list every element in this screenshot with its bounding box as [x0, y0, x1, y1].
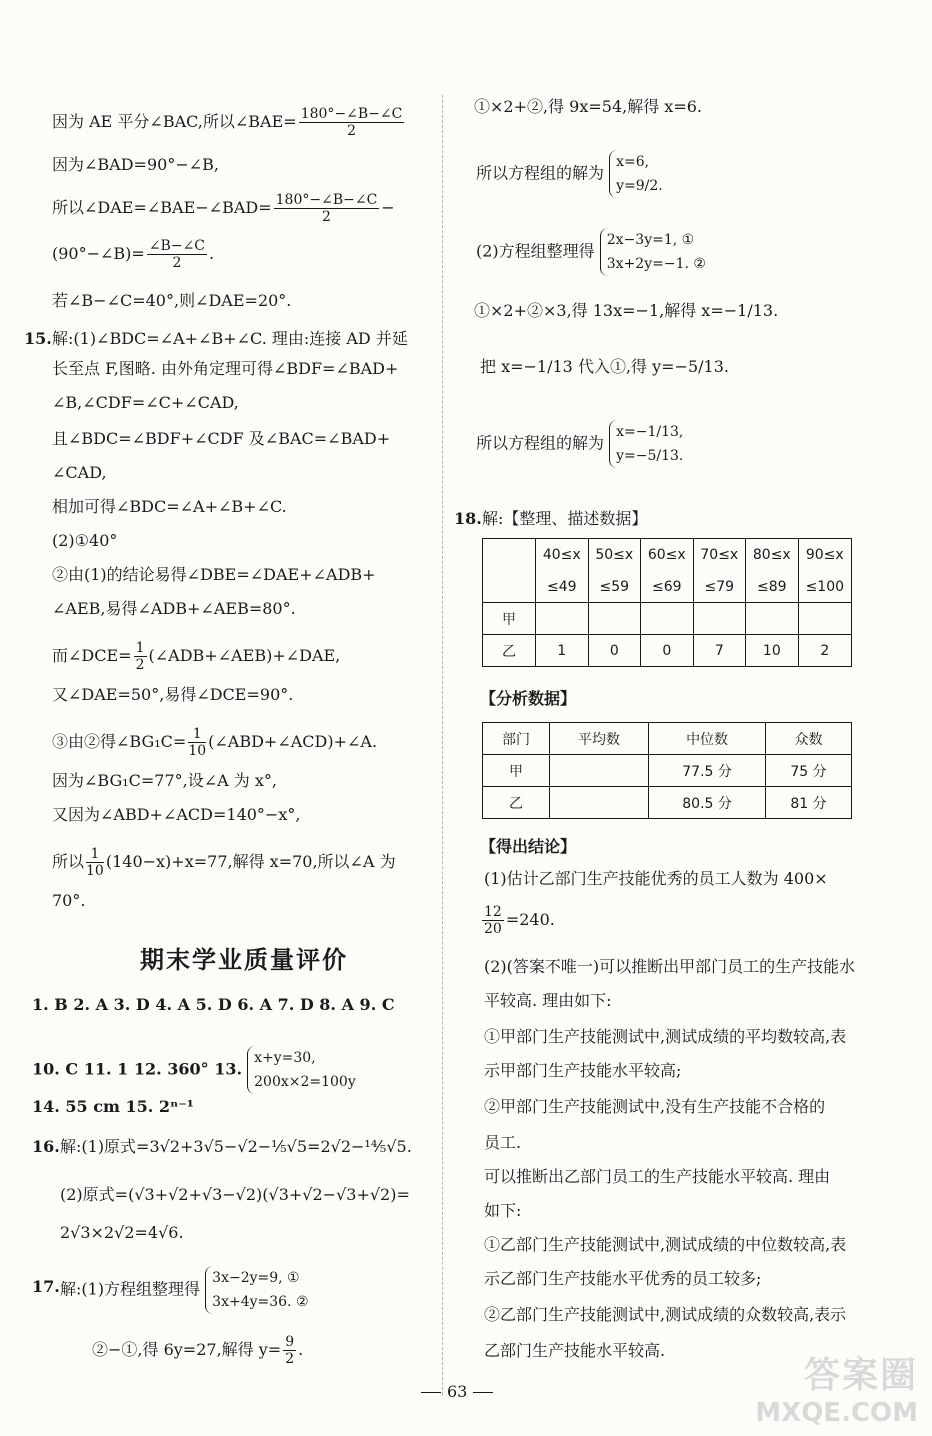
answers-10-13: 10. C 11. 1 12. 360° 13. x+y=30, 200x×2=100y [32, 1046, 356, 1094]
q15-line-14: 又因为∠ABD+∠ACD=140°−x°, [52, 805, 301, 824]
c-line-1: (1)估计乙部门生产技能优秀的员工人数为 400× [484, 869, 828, 888]
table-cell: 甲 [483, 755, 550, 787]
equation-system: x=−1/13, y=−5/13. [609, 420, 683, 468]
table-cell [693, 603, 746, 635]
row-label: 甲 [483, 603, 536, 635]
equation-system: x+y=30, 200x×2=100y [247, 1046, 356, 1094]
equation-system: 3x−2y=9, ① 3x+4y=36. ② [205, 1266, 308, 1314]
c-line-4: 平较高. 理由如下: [484, 991, 612, 1010]
page-number: 63 [415, 1382, 499, 1401]
q15-line-6: 相加可得∠BDC=∠A+∠B+∠C. [52, 497, 287, 516]
q15-line-16: 70°. [52, 891, 86, 910]
question-number-15: 15. [24, 329, 52, 348]
q15-line-4: 且∠BDC=∠BDF+∠CDF 及∠BAC=∠BAD+ [52, 429, 391, 448]
header-cell: 平均数 [549, 723, 648, 755]
equation-system: 2x−3y=1, ① 3x+2y=−1. ② [600, 228, 706, 276]
table-cell [536, 603, 589, 635]
table-cell: 77.5 分 [649, 755, 766, 787]
q18-line-1: 解:【整理、描述数据】 [482, 509, 648, 528]
line-l2: 因为∠BAD=90°−∠B, [52, 155, 219, 174]
q15-line-5: ∠CAD, [52, 463, 107, 482]
c-line-11: ①乙部门生产技能测试中,测试成绩的中位数较高,表 [484, 1235, 847, 1254]
fraction: $\frac{1}{10}$ [86, 846, 104, 879]
r-line-6: 所以方程组的解为 x=−1/13, y=−5/13. [476, 420, 683, 468]
watermark-logo [755, 1347, 918, 1428]
q16-line-3: 2√3×2√2=4√6. [60, 1223, 184, 1242]
c-line-14: 乙部门生产技能水平较高. [484, 1341, 666, 1360]
q15-line-7: (2)①40° [52, 531, 118, 550]
fraction: $\frac{180^\circ-\angle B-\angle C}{2}$ [275, 192, 378, 225]
line-l3: 所以∠DAE=∠BAE−∠BAD= $\frac{180^\circ-\angle B-\angle C}{2}$ − [52, 192, 395, 225]
dash-right [473, 1392, 493, 1393]
table-row [483, 635, 852, 667]
header-corner-cell [483, 539, 536, 603]
table-cell: 乙 [483, 787, 550, 819]
table-cell: 1 [536, 635, 589, 667]
c-line-9: 可以推断出乙部门员工的生产技能水平较高. 理由 [484, 1167, 831, 1186]
table-header-row [483, 539, 852, 603]
c-line-8: 员工. [484, 1133, 522, 1152]
table-cell [641, 603, 694, 635]
table-cell: 0 [588, 635, 641, 667]
line-l1 [52, 106, 406, 139]
r-line-3: (2)方程组整理得 2x−3y=1, ① 3x+2y=−1. ② [476, 228, 706, 276]
analysis-title: 【分析数据】 [480, 689, 577, 708]
fraction: $\frac{1}{2}$ [135, 640, 145, 673]
r-line-1: ①×2+②,得 9x=54,解得 x=6. [474, 97, 703, 116]
fraction: $\frac{9}{2}$ [285, 1334, 295, 1367]
equation-system: x=6, y=9/2. [609, 150, 663, 198]
dash-left [421, 1392, 441, 1393]
r-line-4: ①×2+②×3,得 13x=−1,解得 x=−1/13. [474, 301, 779, 320]
table-cell [588, 603, 641, 635]
q15-line-3: ∠B,∠CDF=∠C+∠CAD, [52, 393, 239, 412]
q15-line-15: 所以 $\frac{1}{10}$ (140−x)+x=77,解得 x=70,所以∠A 为 [52, 846, 396, 879]
table-row [483, 755, 852, 787]
q15-line-2: 长至点 F,图略. 由外角定理可得∠BDF=∠BAD+ [52, 359, 399, 378]
r-line-2: 所以方程组的解为 x=6, y=9/2. [476, 150, 663, 198]
c-line-12: 示乙部门生产技能水平优秀的员工较多; [484, 1269, 762, 1288]
c-line-6: 示甲部门生产技能水平较高; [484, 1061, 682, 1080]
data-table [482, 538, 852, 667]
header-cell: 90≤x ≤100 [798, 539, 851, 603]
c-line-7: ②甲部门生产技能测试中,没有生产技能不合格的 [484, 1097, 826, 1116]
q16-line-1: 解:(1)原式=3√2+3√5−√2−¹⁄₅√5=2√2−¹⁴⁄₅√5. [60, 1137, 412, 1156]
header-cell: 50≤x ≤59 [588, 539, 641, 603]
header-cell: 40≤x ≤49 [536, 539, 589, 603]
q15-line-13: 因为∠BG₁C=77°,设∠A 为 x°, [52, 771, 277, 790]
line-l4: (90°−∠B)= $\frac{\angle B-\angle C}{2}$ . [52, 238, 215, 271]
header-cell: 60≤x ≤69 [641, 539, 694, 603]
q17-line-1: 解:(1)方程组整理得 3x−2y=9, ① 3x+4y=36. ② [60, 1266, 309, 1314]
table-cell: 10 [746, 635, 799, 667]
section-title: 期末学业质量评价 [140, 946, 348, 974]
conclusion-title: 【得出结论】 [480, 837, 577, 856]
q17-line-2: ②−①,得 6y=27,解得 y= $\frac{9}{2}$ . [92, 1334, 304, 1367]
fraction: $\frac{180^\circ-\angle B-\angle C}{2}$ [300, 106, 403, 139]
table-cell [798, 603, 851, 635]
fraction: $\frac{\angle B-\angle C}{2}$ [148, 238, 206, 271]
table-row [483, 603, 852, 635]
table-cell [549, 787, 648, 819]
c-line-3: (2)(答案不唯一)可以推断出甲部门员工的生产技能水 [484, 957, 856, 976]
table-cell: 81 分 [765, 787, 851, 819]
table-row [483, 787, 852, 819]
question-number-16: 16. [32, 1137, 60, 1156]
header-cell: 中位数 [649, 723, 766, 755]
answers-1-9: 1. B 2. A 3. D 4. A 5. D 6. A 7. D 8. A 9. C [32, 995, 395, 1014]
q15-line-11: 又∠DAE=50°,易得∠DCE=90°. [52, 685, 294, 704]
text: 因为 AE 平分∠BAC,所以∠BAE= [52, 112, 297, 131]
c-line-2: $\frac{12}{20}$ =240. [484, 904, 555, 937]
header-cell: 70≤x ≤79 [693, 539, 746, 603]
watermark-url: MXQE.COM [755, 1398, 918, 1428]
table-cell [746, 603, 799, 635]
answers-14-15: 14. 55 cm 15. 2ⁿ⁻¹ [32, 1097, 194, 1116]
table-cell: 0 [641, 635, 694, 667]
question-number-18: 18. [454, 509, 482, 528]
q16-line-2: (2)原式=(√3+√2+√3−√2)(√3+√2−√3+√2)= [60, 1185, 410, 1204]
stats-table [482, 722, 852, 819]
q15-line-8: ②由(1)的结论易得∠DBE=∠DAE+∠ADB+ [52, 565, 376, 584]
column-divider [442, 95, 443, 1395]
question-number-17: 17. [32, 1277, 60, 1296]
c-line-10: 如下: [484, 1201, 522, 1220]
header-cell: 部门 [483, 723, 550, 755]
line-l5: 若∠B−∠C=40°,则∠DAE=20°. [52, 291, 292, 310]
header-cell: 众数 [765, 723, 851, 755]
fraction: $\frac{12}{20}$ [484, 904, 502, 937]
q15-line-9: ∠AEB,易得∠ADB+∠AEB=80°. [52, 599, 296, 618]
c-line-5: ①甲部门生产技能测试中,测试成绩的平均数较高,表 [484, 1027, 847, 1046]
table-cell [549, 755, 648, 787]
r-line-5: 把 x=−1/13 代入①,得 y=−5/13. [480, 357, 729, 376]
q15-line-1: 解:(1)∠BDC=∠A+∠B+∠C. 理由:连接 AD 并延 [52, 329, 408, 348]
table-cell: 75 分 [765, 755, 851, 787]
fraction: $\frac{1}{10}$ [188, 726, 207, 759]
row-label: 乙 [483, 635, 536, 667]
table-cell: 7 [693, 635, 746, 667]
q15-line-10: 而∠DCE= $\frac{1}{2}$ (∠ADB+∠AEB)+∠DAE, [52, 640, 341, 673]
header-cell: 80≤x ≤89 [746, 539, 799, 603]
q15-line-12: ③由②得∠BG₁C= $\frac{1}{10}$ (∠ABD+∠ACD)+∠A. [52, 726, 378, 759]
table-header-row [483, 723, 852, 755]
table-cell: 80.5 分 [649, 787, 766, 819]
c-line-13: ②乙部门生产技能测试中,测试成绩的众数较高,表示 [484, 1305, 847, 1324]
table-cell: 2 [798, 635, 851, 667]
watermark-text: 答案圈 [803, 1355, 918, 1396]
